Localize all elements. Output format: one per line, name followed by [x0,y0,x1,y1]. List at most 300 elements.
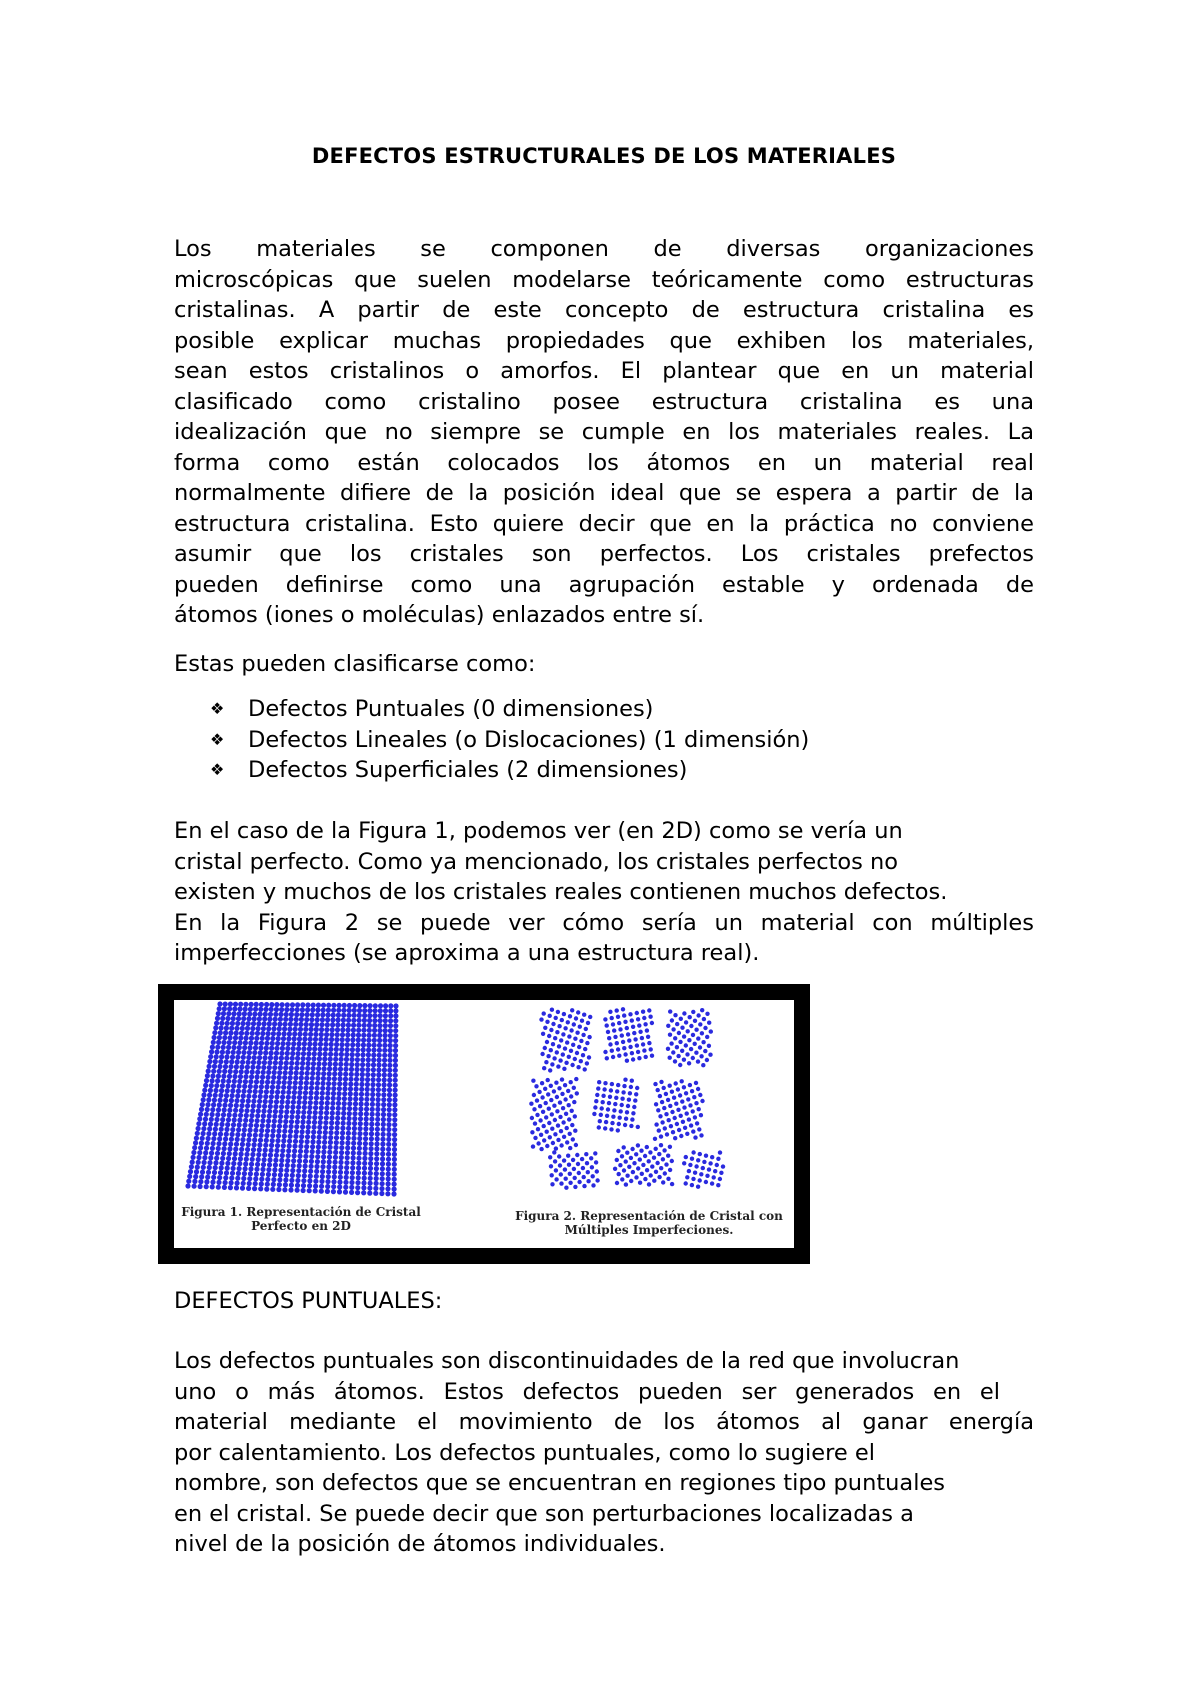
atom-dot [253,1007,258,1012]
atom-dot [218,1098,223,1103]
atom-dot [693,1019,697,1023]
atom-dot [213,1059,218,1064]
atom-dot [388,1003,393,1008]
atom-dot [357,1146,362,1151]
atom-dot [292,1153,297,1158]
atom-dot [315,1017,320,1022]
atom-dot [654,1147,658,1151]
atom-dot [302,1041,307,1046]
atom-dot [256,1157,261,1162]
atom-dot [360,1067,365,1072]
atom-dot [367,1028,372,1033]
atom-dot [696,1158,700,1162]
atom-dot [635,1086,639,1090]
atom-dot [203,1150,208,1155]
atom-dot [636,1017,640,1021]
atom-dot [557,1044,561,1048]
atom-dot [238,1002,243,1007]
atom-dot [691,1150,695,1154]
atom-dot [240,1026,245,1031]
atom-dot [573,1037,577,1041]
atom-dot [252,1012,257,1017]
atom-dot [680,1049,684,1053]
atom-dot [707,1044,711,1048]
atom-dot [328,1145,333,1150]
atom-dot [691,1109,695,1113]
caption-line: Múltiples Imperfeciones. [564,1223,734,1237]
atom-dot [616,1083,620,1087]
intro-line: forma como están colocados los átomos en un material real [174,449,1034,476]
atom-dot [304,1022,309,1027]
atom-dot [234,1185,239,1190]
atom-dot [204,1146,209,1151]
atom-dot [532,1093,536,1097]
atom-dot [269,1007,274,1012]
atom-dot [330,1101,335,1106]
atom-dot [331,1091,336,1096]
atom-dot [654,1102,658,1106]
atom-dot [265,1036,270,1041]
atom-dot [247,1089,252,1094]
atom-dot [257,1142,262,1147]
atom-dot [254,1041,259,1046]
atom-dot [363,1146,368,1151]
atom-dot [297,1158,302,1163]
atom-dot [325,1096,330,1101]
atom-dot [622,1168,626,1172]
atom-dot [676,1108,680,1112]
atom-dot [637,1023,641,1027]
atom-dot [240,1137,245,1142]
atom-dot [595,1169,599,1173]
atom-dot [302,1100,307,1105]
atom-dot [269,1051,274,1056]
atom-dot [249,1118,254,1123]
atom-dot [232,1117,237,1122]
atom-dot [370,1082,375,1087]
atom-dot [289,1114,294,1119]
atom-dot [242,1045,247,1050]
atom-dot [211,1136,216,1141]
atom-dot [670,1159,674,1163]
atom-dot [291,1041,296,1046]
defect-types-list [210,694,809,786]
atom-dot [707,1167,711,1171]
atom-dot [332,1076,337,1081]
atom-dot [380,1156,385,1161]
atom-dot [340,1140,345,1145]
atom-dot [284,1173,289,1178]
atom-dot [316,1144,321,1149]
atom-dot [289,1124,294,1129]
atom-dot [278,1012,283,1017]
atom-dot [640,1172,644,1176]
atom-dot [267,1065,272,1070]
atom-dot [243,1166,248,1171]
atom-dot [216,1180,221,1185]
atom-dot [672,1096,676,1100]
atom-dot [203,1083,208,1088]
atom-dot [298,1080,303,1085]
atom-dot [250,1157,255,1162]
atom-dot [299,1075,304,1080]
atom-dot [669,1041,673,1045]
atom-dot [246,1137,251,1142]
atom-dot [219,1122,224,1127]
atom-dot [279,1104,284,1109]
atom-dot [338,1165,343,1170]
atom-dot [695,1121,699,1125]
atom-dot [309,1164,314,1169]
atom-dot [199,1141,204,1146]
atom-dot [375,1117,380,1122]
atom-dot [605,1114,609,1118]
atom-dot [571,1043,575,1047]
atom-dot [602,1087,606,1091]
atom-dot [236,1016,241,1021]
atom-dot [340,1126,345,1131]
atom-dot [359,1082,364,1087]
atom-dot [331,1008,336,1013]
atom-dot [223,1180,228,1185]
atom-dot [366,1038,371,1043]
atom-dot [678,1063,682,1067]
atom-dot [214,1049,219,1054]
atom-dot [620,1103,624,1107]
atom-dot [318,1115,323,1120]
atom-dot [335,1032,340,1037]
atom-dot [388,1028,393,1033]
atom-dot [243,1002,248,1007]
atom-dot [253,1181,258,1186]
atom-dot [274,1094,279,1099]
atom-dot [307,1178,312,1183]
atom-dot [287,1027,292,1032]
atom-dot [254,1172,259,1177]
atom-dot [339,1057,344,1062]
atom-dot [303,1164,308,1169]
atom-dot [606,1030,610,1034]
atom-dot [641,1010,645,1014]
atom-dot [228,1103,233,1108]
atom-dot [228,1069,233,1074]
atom-dot [539,1147,543,1151]
atom-dot [307,1115,312,1120]
atom-dot [342,1086,347,1091]
atom-dot [220,1117,225,1122]
atom-dot [361,1033,366,1038]
atom-dot [341,1111,346,1116]
atom-dot [554,1177,558,1181]
atom-dot [393,1048,398,1053]
atom-dot [339,1145,344,1150]
atom-dot [215,1045,220,1050]
atom-dot [610,1121,614,1125]
atom-dot [641,1163,645,1167]
atom-dot [642,1016,646,1020]
atom-dot [558,1115,562,1119]
atom-dot [352,1013,357,1018]
atom-dot [240,1021,245,1026]
atom-dot [258,1007,263,1012]
atom-dot [344,1052,349,1057]
atom-dot [553,1036,557,1040]
atom-dot [615,1158,619,1162]
atom-dot [290,1002,295,1007]
atom-dot [300,1124,305,1129]
atom-dot [331,1086,336,1091]
atom-dot [374,1171,379,1176]
atom-dot [216,1011,221,1016]
atom-dot [393,1033,398,1038]
atom-dot [551,1042,555,1046]
atom-dot [386,1122,391,1127]
atom-dot [306,1125,311,1130]
atom-dot [621,1040,625,1044]
atom-dot [351,1032,356,1037]
atom-dot [272,1119,277,1124]
atom-dot [555,1030,559,1034]
atom-dot [250,1065,255,1070]
atom-dot [202,1155,207,1160]
atom-dot [304,1076,309,1081]
atom-dot [351,1023,356,1028]
atom-dot [344,1165,349,1170]
atom-dot [573,1176,577,1180]
atom-dot [551,1141,555,1145]
atom-dot [666,1047,670,1051]
atom-dot [252,1137,257,1142]
section-line: nivel de la posición de átomos individuales. [174,1531,666,1557]
atom-dot [251,1060,256,1065]
atom-dot [225,1016,230,1021]
atom-dot [680,1079,684,1083]
atom-dot [220,1156,225,1161]
atom-dot [331,1096,336,1101]
atom-dot [276,1128,281,1133]
atom-dot [221,1151,226,1156]
intro-line: idealización que no siempre se cumple en los materiales reales. La [174,419,1034,445]
atom-dot [691,1129,695,1133]
atom-dot [614,1096,618,1100]
atom-dot [345,1145,350,1150]
atom-dot [658,1094,662,1098]
atom-dot [278,1114,283,1119]
atom-dot [544,1115,548,1119]
atom-dot [684,1181,688,1185]
diamond-bullet-icon: ❖ [210,729,225,749]
atom-dot [675,1022,679,1026]
figure-panel [174,1000,794,1248]
atom-dot [346,1126,351,1131]
atom-dot [574,1016,578,1020]
atom-dot [647,1182,651,1186]
atom-dot [588,1015,592,1019]
atom-dot [258,1138,263,1143]
atom-dot [301,1056,306,1061]
atom-dot [223,1136,228,1141]
atom-dot [217,1069,222,1074]
atom-dot [668,1084,672,1088]
atom-dot [299,1139,304,1144]
atom-dot [658,1114,662,1118]
atom-dot [630,1117,634,1121]
atom-dot [214,1122,219,1127]
atom-dot [315,1076,320,1081]
atom-dot [575,1051,579,1055]
atom-dot [378,1018,383,1023]
atom-dot [549,1028,553,1032]
atom-dot [188,1169,193,1174]
atom-dot [231,1050,236,1055]
atom-dot [598,1119,602,1123]
atom-dot [261,1070,266,1075]
atom-dot [335,1120,340,1125]
atom-dot [312,1051,317,1056]
atom-dot [261,1162,266,1167]
atom-dot [265,1080,270,1085]
atom-dot [530,1130,534,1134]
atom-dot [696,1087,700,1091]
atom-dot [285,1100,290,1105]
atom-dot [273,1109,278,1114]
atom-dot [207,1165,212,1170]
atom-dot [330,1022,335,1027]
atom-dot [616,1047,620,1051]
atom-dot [358,1121,363,1126]
atom-dot [269,1148,274,1153]
atom-dot [357,1003,362,1008]
atom-dot [563,1046,567,1050]
atom-dot [392,1117,397,1122]
atom-dot [630,1051,634,1055]
atom-dot [230,1088,235,1093]
atom-dot [344,1170,349,1175]
atom-dot [666,1024,670,1028]
atom-dot [670,1182,674,1186]
atom-dot [236,1127,241,1132]
atom-dot [305,1007,310,1012]
atom-dot [322,1135,327,1140]
atom-dot [313,1184,318,1189]
atom-dot [289,1007,294,1012]
atom-dot [393,1053,398,1058]
atom-dot [301,1183,306,1188]
atom-dot [313,1105,318,1110]
atom-dot [269,1143,274,1148]
atom-dot [282,1129,287,1134]
atom-dot [636,1125,640,1129]
atom-dot [302,1037,307,1042]
atom-dot [355,1190,360,1195]
atom-dot [229,1137,234,1142]
section-line: por calentamiento. Los defectos puntuales, como lo sugiere el [174,1439,875,1466]
atom-dot [203,1117,208,1122]
atom-dot [603,1017,607,1021]
atom-dot [370,1092,375,1097]
atom-dot [323,1052,328,1057]
atom-dot [295,1061,300,1066]
atom-dot [381,1102,386,1107]
atom-dot [374,1156,379,1161]
atom-dot [538,1118,542,1122]
atom-dot [392,1137,397,1142]
atom-dot [553,1132,557,1136]
atom-dot [361,1047,366,1052]
atom-dot [379,1191,384,1196]
atom-dot [214,1117,219,1122]
list-item [210,694,809,725]
atom-dot [703,1026,707,1030]
atom-dot [531,1079,535,1083]
atom-dot [377,1058,382,1063]
atom-dot [279,1056,284,1061]
atom-dot [230,1093,235,1098]
atom-dot [333,1057,338,1062]
atom-dot [386,1176,391,1181]
atom-dot [260,1031,265,1036]
atom-dot [326,1169,331,1174]
atom-dot [343,1190,348,1195]
atom-dot [689,1024,693,1028]
atom-dot [664,1112,668,1116]
atom-dot [236,1089,241,1094]
atom-dot [272,1172,277,1177]
atom-dot [270,1036,275,1041]
atom-dot [217,1064,222,1069]
atom-dot [271,1026,276,1031]
atom-dot [324,1032,329,1037]
atom-dot [251,1103,256,1108]
atom-dot [280,1041,285,1046]
atom-dot [273,1012,278,1017]
atom-dot [569,1080,573,1084]
atom-dot [684,1020,688,1024]
atom-dot [332,1071,337,1076]
atom-dot [287,1139,292,1144]
atom-dot [224,1093,229,1098]
atom-dot [196,1121,201,1126]
atom-dot [348,1077,353,1082]
atom-dot [392,1132,397,1137]
atom-dot [230,1021,235,1026]
atom-dot [636,1143,640,1147]
atom-dot [351,1150,356,1155]
atom-dot [286,1095,291,1100]
atom-dot [540,1095,544,1099]
atom-dot [659,1143,663,1147]
atom-dot [217,1102,222,1107]
atom-dot [380,1176,385,1181]
atom-dot [245,1147,250,1152]
atom-dot [329,1120,334,1125]
atom-dot [314,1164,319,1169]
atom-dot [356,1037,361,1042]
atom-dot [311,1003,316,1008]
atom-dot [545,1144,549,1148]
atom-dot [252,1016,257,1021]
atom-dot [627,1165,631,1169]
intro-line: sean estos cristalinos o amorfos. El plantear que en un material [174,358,1034,384]
atom-dot [343,1185,348,1190]
atom-dot [285,1158,290,1163]
atom-dot [337,1184,342,1189]
atom-dot [214,1083,219,1088]
atom-dot [280,1095,285,1100]
atom-dot [382,1043,387,1048]
atom-dot [284,1007,289,1012]
atom-dot [683,1126,687,1130]
